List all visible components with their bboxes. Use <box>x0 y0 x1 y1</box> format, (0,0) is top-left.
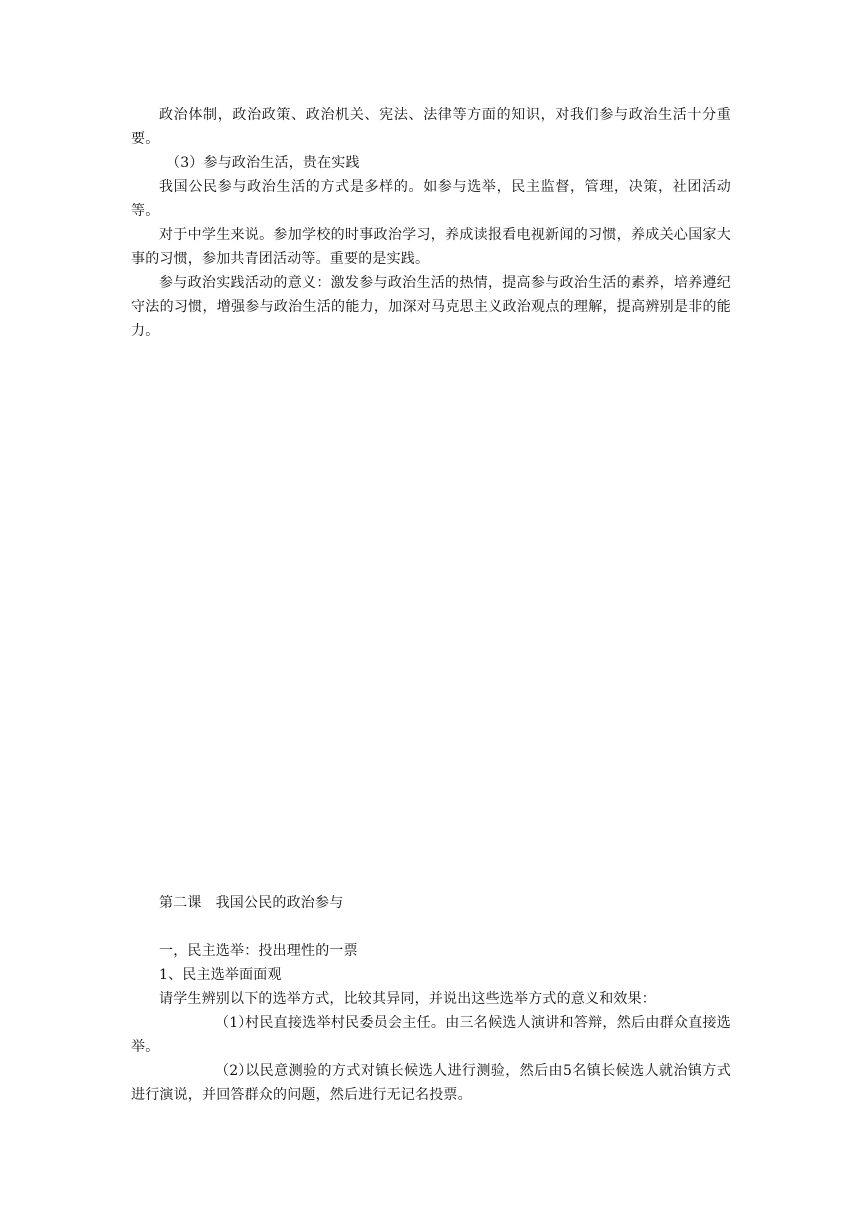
item-text: 以民意测验的方式对镇长候选人进行测验，然后由5名镇长候选人就治镇方式进行演说，并回答群众的问题，然后进行无记名投票。 <box>131 1063 731 1103</box>
lesson-heading <box>131 891 731 915</box>
paragraph-instructions: 请学生辨别以下的选举方式，比较其异同，并说出这些选举方式的意义和效果： <box>159 991 656 1007</box>
paragraph-political-knowledge: 政治体制，政治政策、政治机关、宪法、法律等方面的知识，对我们参与政治生活十分重要。 <box>131 107 731 147</box>
paragraph-middle-school-students: 对于中学生来说。参加学校的时事政治学习，养成读报看电视新闻的习惯，养成关心国家大事的习惯，参加共青团活动等。重要的是实践。 <box>131 227 731 267</box>
subheading-practice: （3）参与政治生活，贵在实践 <box>166 155 360 171</box>
section-lesson-two <box>131 891 731 1107</box>
list-item <box>131 1011 731 1059</box>
heading-democratic-election: 一，民主选举：投出理性的一票 <box>159 943 358 959</box>
paragraph-participation-methods: 我国公民参与政治生活的方式是多样的。如参与选举，民主监督，管理，决策，社团活动等。 <box>131 179 731 219</box>
paragraph-practice-significance: 参与政治实践活动的意义：激发参与政治生活的热情，提高参与政治生活的素养，培养遵纪守法的习惯，增强参与政治生活的能力，加深对马克思主义政治观点的理解，提高辨别是非的能力。 <box>131 275 731 339</box>
item-number: （1） <box>215 1015 253 1031</box>
blank-line <box>131 915 731 939</box>
subheading-election-overview: 1、民主选举面面观 <box>159 967 282 983</box>
list-item <box>131 1059 731 1107</box>
lesson-title: 我国公民的政治参与 <box>215 895 344 911</box>
section-political-participation <box>131 103 731 343</box>
lesson-label: 第二课 <box>159 895 202 911</box>
item-number: （2） <box>215 1063 253 1079</box>
item-text: 村民直接选举村民委员会主任。由三名候选人演讲和答辩，然后由群众直接选举。 <box>131 1015 731 1055</box>
